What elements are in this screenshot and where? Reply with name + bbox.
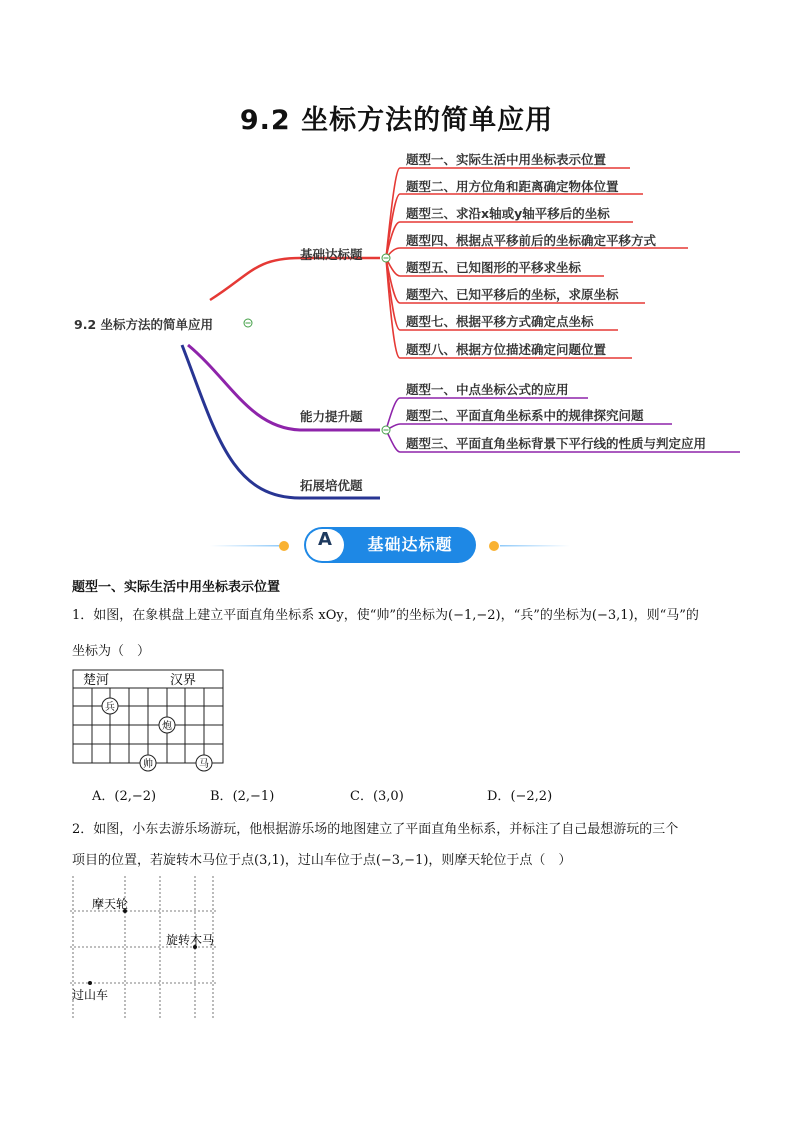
- mindmap-item: 题型七、根据平移方式确定点坐标: [406, 314, 594, 329]
- q2-text-line1: 2．如图，小东去游乐场游玩，他根据游乐场的地图建立了平面直角坐标系，并标注了自己最想游玩的三个: [72, 822, 679, 837]
- mindmap-item: 题型三、平面直角坐标背景下平行线的性质与判定应用: [406, 436, 707, 451]
- piece-soldier: 兵: [105, 702, 115, 713]
- mindmap-item: 题型二、用方位角和距离确定物体位置: [406, 179, 619, 194]
- q1-option-a[interactable]: A．(2,−2): [92, 789, 157, 804]
- banner-label: 基础达标题: [367, 535, 453, 554]
- q1-option-d[interactable]: D．(−2,2): [487, 789, 553, 804]
- piece-horse: 马: [199, 759, 209, 770]
- piece-general: 帅: [143, 759, 153, 770]
- q1-option-c[interactable]: C．(3,0): [350, 789, 404, 804]
- board-river-right: 汉界: [169, 673, 197, 688]
- mindmap-root: 9.2 坐标方法的简单应用: [74, 317, 213, 332]
- page-title: 9.2 坐标方法的简单应用: [239, 105, 554, 136]
- label-carousel: 旋转木马: [166, 933, 215, 947]
- mindmap-branch-basic: 基础达标题: [300, 247, 363, 262]
- q1-text-line2: 坐标为（ ）: [72, 644, 151, 659]
- mindmap-item: 题型一、中点坐标公式的应用: [406, 382, 569, 397]
- mindmap-item: 题型一、实际生活中用坐标表示位置: [406, 152, 607, 167]
- q1-option-b[interactable]: B．(2,−1): [210, 789, 275, 804]
- label-roller-coaster: 过山车: [72, 988, 109, 1002]
- q2-text-line2: 项目的位置，若旋转木马位于点(3,1)，过山车位于点(−3,−1)，则摩天轮位于点（ ）: [72, 853, 572, 868]
- board-river-left: 楚河: [82, 673, 110, 688]
- section-heading: 题型一、实际生活中用坐标表示位置: [72, 580, 281, 595]
- banner-letter: A: [318, 529, 332, 550]
- chessboard-figure: [70, 668, 226, 772]
- q1-text-line1: 1．如图，在象棋盘上建立平面直角坐标系 xOy，使“帅”的坐标为(−1,−2)，“兵”的坐标为(−3,1)，则“马”的: [72, 608, 699, 623]
- mindmap-item: 题型四、根据点平移前后的坐标确定平移方式: [406, 233, 657, 248]
- mindmap-item: 题型六、已知平移后的坐标，求原坐标: [406, 287, 619, 302]
- amusement-park-map: [70, 874, 220, 1024]
- mindmap-item: 题型三、求沿x轴或y轴平移后的坐标: [406, 206, 610, 221]
- mindmap-branch-advanced: 能力提升题: [300, 409, 363, 424]
- label-ferris-wheel: 摩天轮: [92, 897, 129, 911]
- piece-cannon: 炮: [162, 721, 172, 732]
- mindmap-item: 题型五、已知图形的平移求坐标: [406, 260, 582, 275]
- mindmap-branch-extend: 拓展培优题: [300, 478, 363, 493]
- mindmap-item: 题型二、平面直角坐标系中的规律探究问题: [406, 408, 644, 423]
- mindmap-item: 题型八、根据方位描述确定问题位置: [406, 342, 607, 357]
